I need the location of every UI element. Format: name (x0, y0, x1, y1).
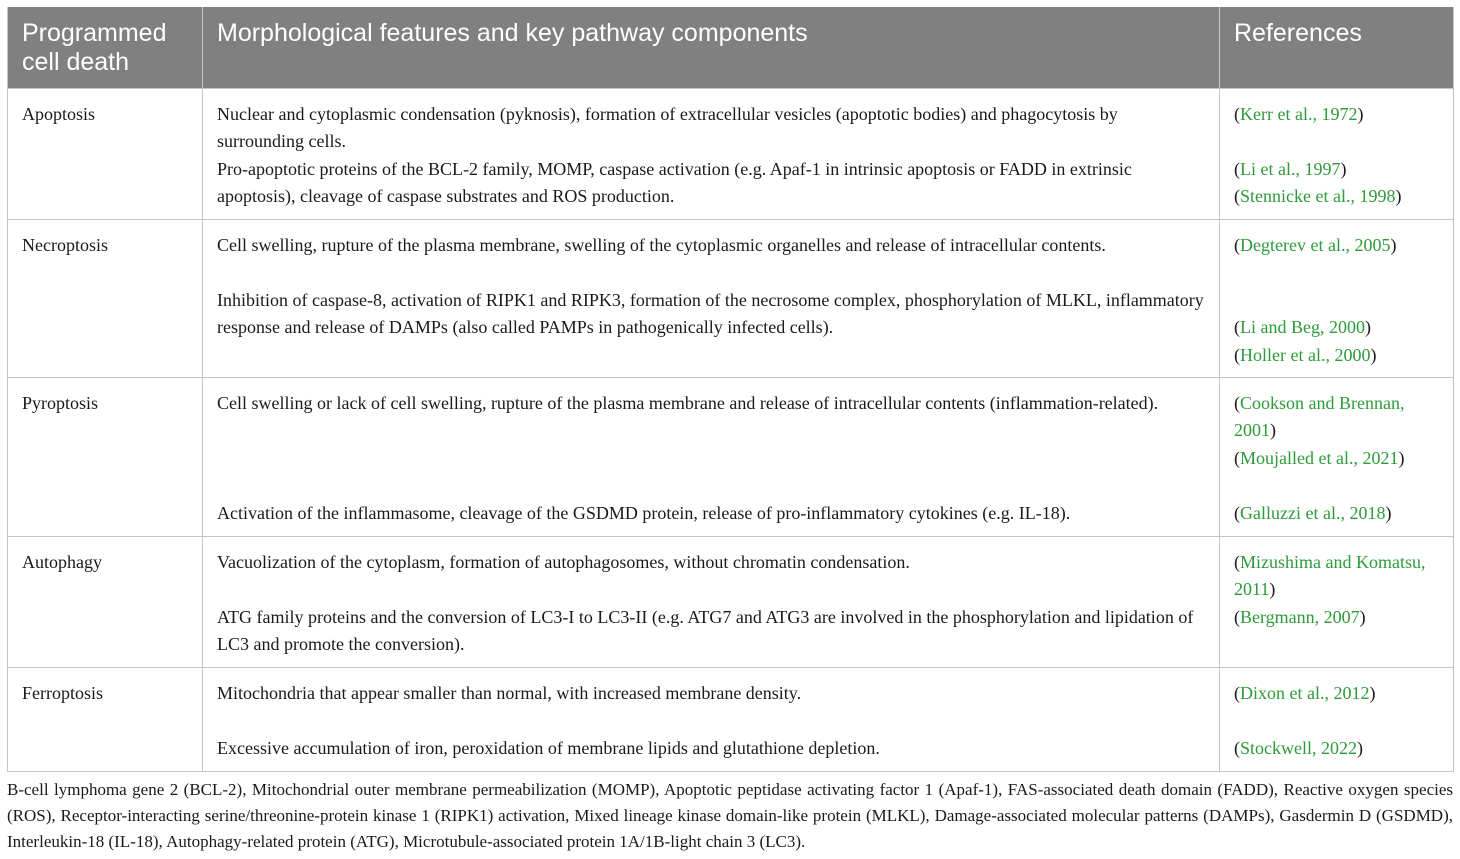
cell-death-table (7, 7, 1454, 772)
features-cell (203, 88, 1220, 219)
cell-death-type: Pyroptosis (8, 377, 203, 536)
close-paren: ) (1369, 682, 1376, 703)
cell-death-type: Autophagy (8, 536, 203, 667)
close-paren: ) (1364, 317, 1371, 337)
spacer (217, 576, 1205, 604)
header-features: Morphological features and key pathway components (203, 7, 1220, 88)
reference-link[interactable]: Bergmann, 2007 (1240, 606, 1360, 627)
features-cell (203, 667, 1220, 771)
reference-entry (1234, 445, 1439, 473)
feature-text: Excessive accumulation of iron, peroxidation of membrane lipids and glutathione depletion. (217, 737, 880, 758)
features-cell (203, 536, 1220, 667)
reference-link[interactable]: Cookson and Brennan, 2001 (1234, 392, 1405, 440)
close-paren: ) (1398, 447, 1405, 468)
spacer (217, 259, 1205, 287)
cell-death-type: Apoptosis (8, 88, 203, 219)
open-paren: ( (1234, 551, 1240, 572)
reference-entry (1234, 500, 1439, 528)
reference-link[interactable]: Li and Beg, 2000 (1240, 317, 1365, 337)
feature-text: Cell swelling or lack of cell swelling, rupture of the plasma membrane and release of intracellular contents (inflammation-related). (217, 392, 1159, 413)
open-paren: ( (1234, 317, 1240, 337)
feature-text: Inhibition of caspase-8, activation of RIPK1 and RIPK3, formation of the necrosome complex, phosphorylation of MLKL, inflammatory response and release of DAMPs (also called PAMPs in pathogenically infected cells). (217, 289, 1204, 337)
close-paren: ) (1357, 737, 1363, 758)
reference-link[interactable]: Galluzzi et al., 2018 (1240, 502, 1386, 523)
open-paren: ( (1234, 447, 1240, 468)
close-paren: ) (1269, 579, 1276, 599)
reference-entry (1234, 735, 1439, 763)
spacer (1234, 472, 1439, 500)
header-programmed-cell-death: Programmed cell death (8, 7, 203, 88)
table-body (8, 88, 1454, 771)
references-cell (1220, 536, 1454, 667)
open-paren: ( (1234, 344, 1240, 365)
references-cell (1220, 667, 1454, 771)
cell-death-type: Ferroptosis (8, 667, 203, 771)
reference-link[interactable]: Mizushima and Komatsu, 2011 (1234, 551, 1426, 599)
spacer (217, 472, 1205, 500)
table-header (8, 7, 1454, 88)
reference-entry (1234, 342, 1439, 370)
open-paren: ( (1234, 103, 1240, 124)
close-paren: ) (1357, 103, 1364, 124)
cell-death-type: Necroptosis (8, 219, 203, 377)
feature-text: Pro-apoptotic proteins of the BCL-2 family, MOMP, caspase activation (e.g. Apaf-1 in intrinsic apoptosis or FADD in extrinsic apoptosis), cleavage of caspase substrates and ROS production. (217, 158, 1132, 206)
open-paren: ( (1234, 682, 1240, 703)
spacer (1234, 128, 1439, 156)
feature-text: Activation of the inflammasome, cleavage of the GSDMD protein, release of pro-inflammatory cytokines (e.g. IL-18). (217, 502, 1071, 523)
reference-entry (1234, 314, 1439, 342)
features-cell (203, 219, 1220, 377)
reference-link[interactable]: Kerr et al., 1972 (1240, 103, 1358, 124)
header-references: References (1220, 7, 1454, 88)
feature-text: ATG family proteins and the conversion of LC3-I to LC3-II (e.g. ATG7 and ATG3 are involved in the phosphorylation and lipidation of LC3 and promote the conversion). (217, 606, 1194, 654)
close-paren: ) (1385, 502, 1392, 523)
spacer (1234, 287, 1439, 315)
reference-entry (1234, 549, 1439, 604)
feature-text: Vacuolization of the cytoplasm, formation of autophagosomes, without chromatin condensation. (217, 551, 910, 572)
open-paren: ( (1234, 502, 1240, 523)
close-paren: ) (1395, 186, 1402, 206)
feature-text: Cell swelling, rupture of the plasma membrane, swelling of the cytoplasmic organelles and release of intracellular contents. (217, 234, 1106, 255)
spacer (217, 445, 1205, 473)
reference-link[interactable]: Dixon et al., 2012 (1240, 682, 1370, 703)
table-row (8, 667, 1454, 771)
open-paren: ( (1234, 186, 1240, 206)
close-paren: ) (1390, 234, 1397, 255)
open-paren: ( (1234, 392, 1240, 413)
reference-entry (1234, 101, 1439, 129)
spacer (217, 707, 1205, 735)
close-paren: ) (1340, 158, 1347, 179)
references-cell (1220, 219, 1454, 377)
references-cell (1220, 377, 1454, 536)
reference-entry (1234, 232, 1439, 260)
reference-entry (1234, 156, 1439, 184)
reference-entry (1234, 183, 1439, 211)
reference-link[interactable]: Holler et al., 2000 (1240, 344, 1371, 365)
spacer (1234, 259, 1439, 287)
table-row (8, 219, 1454, 377)
spacer (1234, 707, 1439, 735)
reference-entry (1234, 390, 1439, 445)
close-paren: ) (1359, 606, 1366, 627)
page (7, 7, 1453, 855)
reference-link[interactable]: Moujalled et al., 2021 (1240, 447, 1399, 468)
reference-entry (1234, 604, 1439, 632)
reference-link[interactable]: Li et al., 1997 (1240, 158, 1341, 179)
references-cell (1220, 88, 1454, 219)
feature-text: Mitochondria that appear smaller than normal, with increased membrane density. (217, 682, 802, 703)
reference-link[interactable]: Degterev et al., 2005 (1240, 234, 1391, 255)
open-paren: ( (1234, 737, 1240, 758)
reference-link[interactable]: Stockwell, 2022 (1240, 737, 1357, 758)
features-cell (203, 377, 1220, 536)
spacer (217, 417, 1205, 445)
table-footnote: B-cell lymphoma gene 2 (BCL-2), Mitochondrial outer membrane permeabilization (MOMP), Apoptotic peptidase activating factor 1 (Apaf-1), FAS-associated death domain (FADD), Reactive oxygen species (ROS), Receptor-interacting serine/threonine-protein kinase 1 (RIPK1) activation, Mixed lineage kinase domain-like protein (MLKL), Damage-associated molecular patterns (DAMPs), Gasdermin D (GSDMD), Interleukin-18 (IL-18), Autophagy-related protein (ATG), Microtubule-associated protein 1A/1B-light chain 3 (LC3). (7, 779, 1453, 851)
table-row (8, 536, 1454, 667)
reference-link[interactable]: Stennicke et al., 1998 (1240, 186, 1396, 206)
open-paren: ( (1234, 158, 1240, 179)
open-paren: ( (1234, 234, 1240, 255)
table-row (8, 377, 1454, 536)
open-paren: ( (1234, 606, 1240, 627)
feature-text: Nuclear and cytoplasmic condensation (pyknosis), formation of extracellular vesicles (apoptotic bodies) and phagocytosis by surrounding cells. (217, 103, 1118, 151)
close-paren: ) (1370, 344, 1377, 365)
close-paren: ) (1270, 420, 1276, 440)
reference-entry (1234, 680, 1439, 708)
table-row (8, 88, 1454, 219)
